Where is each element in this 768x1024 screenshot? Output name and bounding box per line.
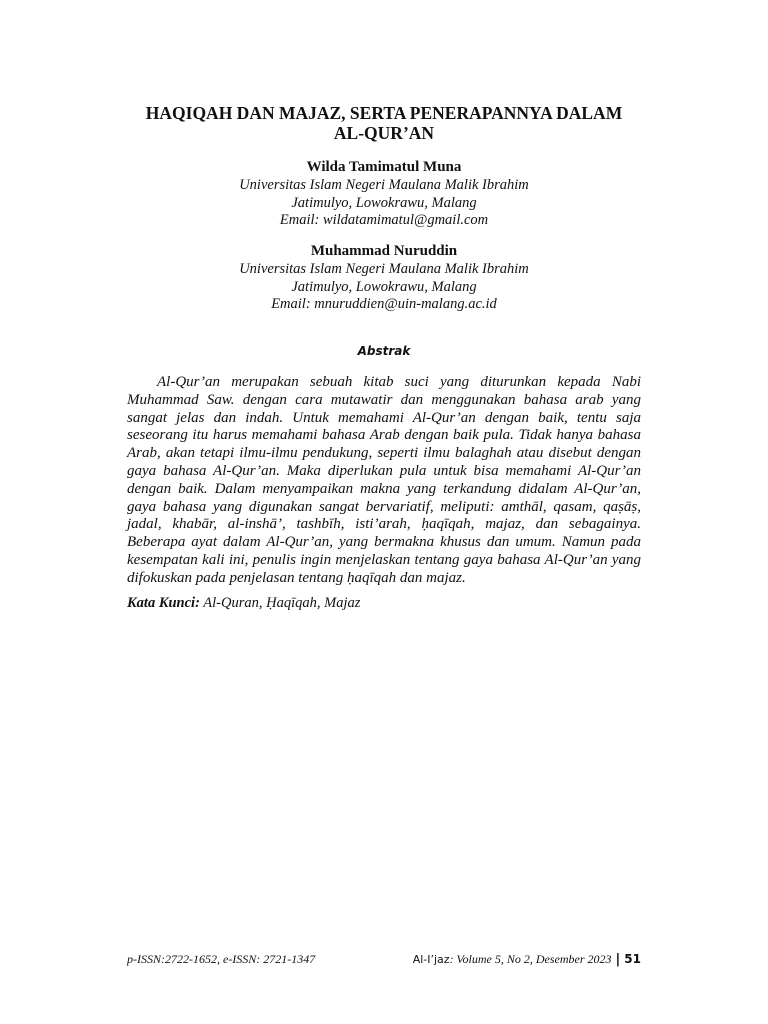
author-email: Email: mnuruddien@uin-malang.ac.id xyxy=(271,296,497,312)
keywords xyxy=(127,594,641,612)
author-address: Jatimulyo, Lowokrawu, Malang xyxy=(291,194,477,211)
author-affiliation: Universitas Islam Negeri Maulana Malik Ibrahim xyxy=(239,261,529,277)
author-block-1 xyxy=(100,157,668,230)
footer-journal-volume: : Volume 5, No 2, Desember 2023 xyxy=(449,952,612,966)
keywords-label: Kata Kunci: xyxy=(127,595,200,611)
abstract-body: Al-Qur’an merupakan sebuah kitab suci yang diturunkan kepada Nabi Muhammad Saw. dengan cara mutawatir dan menggunakan bahasa arab yang sangat jelas dan indah. Untuk memahami Al-Qur’an dengan baik, tentu saja seseorang itu harus memahami bahasa Arab dengan baik pula. Tidak hanya bahasa Arab, akan tetapi ilmu-ilmu pendukung, seperti ilmu balaghah atau disebut dengan gaya bahasa Al-Qur’an. Maka diperlukan pula untuk bisa memahami Al-Qur’an dengan baik. Dalam menyampaikan makna yang terkandung didalam Al-Qur’an, gaya bahasa yang digunakan sangat bervariatif, meliputi: amthāl, qasam, qaṣāṣ, jadal, khabār, al-inshā’, tashbīh, isti’arah, ḥaqīqah, majaz, dan sebagainya. Beberapa ayat dalam Al-Qur’an, yang bermakna khusus dan umum. Namun pada kesempatan kali ini, penulis ingin menjelaskan tentang gaya bahasa Al-Qur’an yang difokuskan pada penjelasan tentang ḥaqīqah dan majaz. xyxy=(127,374,641,586)
keywords-values: Al-Quran, Ḥaqīqah, Majaz xyxy=(203,595,361,611)
abstract-heading: Abstrak xyxy=(357,344,411,358)
author-email: Email: wildatamimatul@gmail.com xyxy=(279,212,489,228)
footer-separator: | xyxy=(615,952,621,967)
footer-journal-name: Al-I’jaz xyxy=(412,953,450,966)
author-name: Wilda Tamimatul Muna xyxy=(306,159,462,175)
author-block-2 xyxy=(100,241,668,314)
author-name: Muhammad Nuruddin xyxy=(310,243,458,259)
footer-journal xyxy=(413,951,641,968)
title-line-1: HAQIQAH DAN MAJAZ, SERTA PENERAPANNYA DALAM xyxy=(145,103,623,123)
footer-issn: p-ISSN:2722-1652, e-ISSN: 2721-1347 xyxy=(127,952,316,966)
page-footer xyxy=(127,951,641,967)
paper-title xyxy=(100,103,668,143)
page-number: 51 xyxy=(624,952,641,966)
author-affiliation: Universitas Islam Negeri Maulana Malik Ibrahim xyxy=(239,177,529,193)
author-address: Jatimulyo, Lowokrawu, Malang xyxy=(291,278,477,295)
title-line-2: AL-QUR’AN xyxy=(333,123,435,143)
